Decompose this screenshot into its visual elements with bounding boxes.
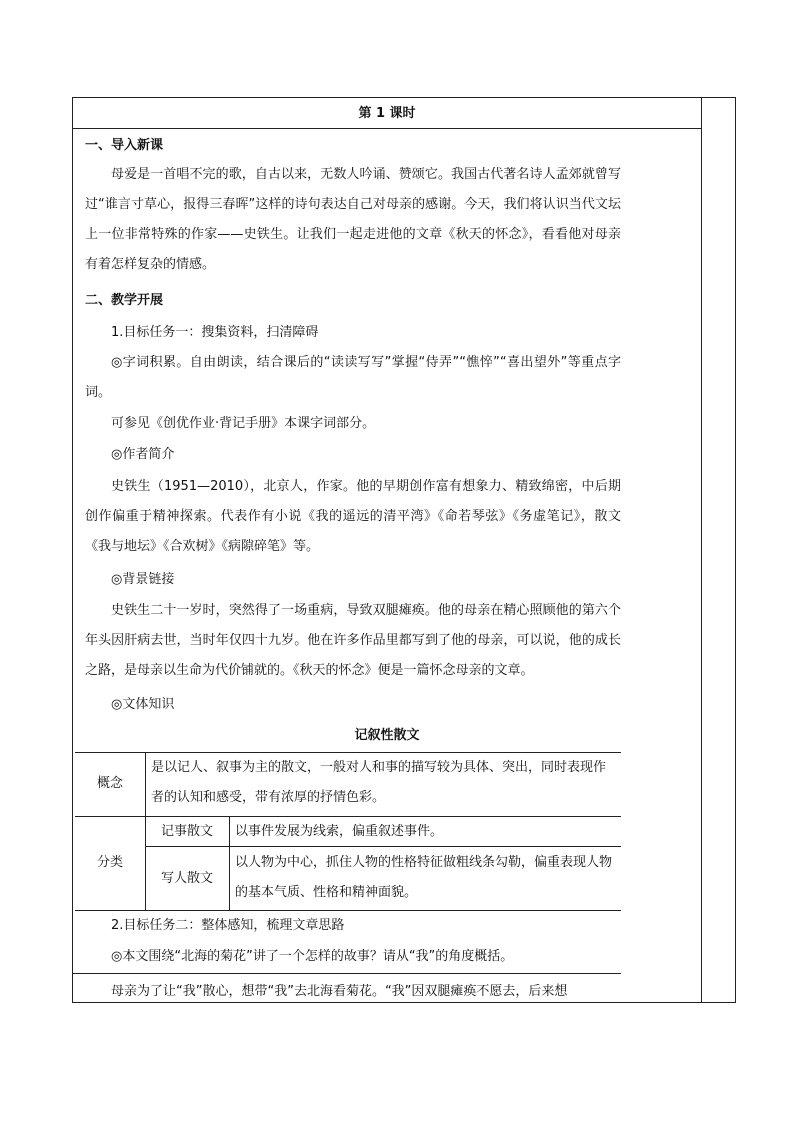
author-paragraph: 史铁生（1951—2010），北京人，作家。他的早期创作富有想象力、精致绵密，中后期创作偏重于精神探索。代表作有小说《我的遥远的清平湾》《命若琴弦》《务虚笔记》，散文《我与地坛》《合欢树》《病隙碎笔》等。 — [85, 479, 621, 554]
task2-heading: 2.目标任务二：整体感知，梳理文章思路 — [111, 918, 345, 933]
refer-text: 可参见《创优作业·背记手册》本课字词部分。 — [111, 416, 376, 431]
genre-table-line — [229, 816, 230, 910]
category-desc: 以人物为中心，抓住人物的性格特征做粗线条勾勒，偏重表现人物的基本气质、性格和精神面貌。 — [235, 855, 613, 900]
answer-text: 母亲为了让“我”散心，想带“我”去北海看菊花。“我”因双腿瘫痪不愿去，后来想 — [111, 984, 568, 999]
concept-label: 概念 — [96, 776, 123, 791]
category-desc: 以事件发展为线索，偏重叙述事件。 — [235, 824, 444, 839]
section1-paragraph: 母爱是一首唱不完的歌，自古以来，无数人吟诵、赞颂它。我国古代著名诗人孟郊就曾写过“谁言寸草心，报得三春晖”这样的诗句表达自己对母亲的感谢。今天，我们将认识当代文坛上一位非常特殊的作家——史铁生。让我们一起走进他的文章《秋天的怀念》，看看他对母亲有着怎样复杂的情感。 — [85, 167, 621, 272]
genre-table-title: 记叙性散文 — [354, 728, 420, 743]
concept-text: 是以记人、叙事为主的散文，一般对人和事的描写较为具体、突出，同时表现作者的认知和感受，带有浓厚的抒情色彩。 — [151, 760, 607, 805]
author-heading: ◎作者简介 — [111, 447, 175, 462]
task1-heading: 1.目标任务一：搜集资料，扫清障碍 — [111, 325, 319, 340]
lesson-title: 第 1 课时 — [358, 106, 416, 121]
section2-heading: 二、教学开展 — [85, 293, 164, 308]
category-label: 分类 — [96, 855, 123, 870]
background-paragraph: 史铁生二十一岁时，突然得了一场重病，导致双腿瘫痪。他的母亲在精心照顾他的第六个年头因肝病去世，当时年仅四十九岁。他在许多作品里都写到了他的母亲，可以说，他的成长之路，是母亲以生命为代价铺就的。《秋天的怀念》便是一篇怀念母亲的文章。 — [85, 603, 621, 678]
title-divider — [73, 128, 701, 129]
lesson-content — [73, 98, 701, 1002]
section1-heading: 一、导入新课 — [85, 138, 164, 153]
genre-table-line — [75, 910, 621, 911]
column-divider — [701, 98, 702, 1002]
question-divider — [73, 973, 621, 974]
vocab-paragraph: ◎字词积累。自由朗读，结合课后的“读读写写”掌握“侍弄”“憔悴”“喜出望外”等重点字词。 — [85, 355, 621, 400]
question-text: ◎本文围绕“北海的菊花”讲了一个怎样的故事？请从“我”的角度概括。 — [111, 949, 514, 964]
genre-heading: ◎文体知识 — [111, 697, 175, 712]
lesson-table — [72, 97, 736, 1003]
category-type: 记事散文 — [160, 824, 213, 839]
background-heading: ◎背景链接 — [111, 572, 175, 587]
category-type: 写人散文 — [160, 871, 213, 886]
